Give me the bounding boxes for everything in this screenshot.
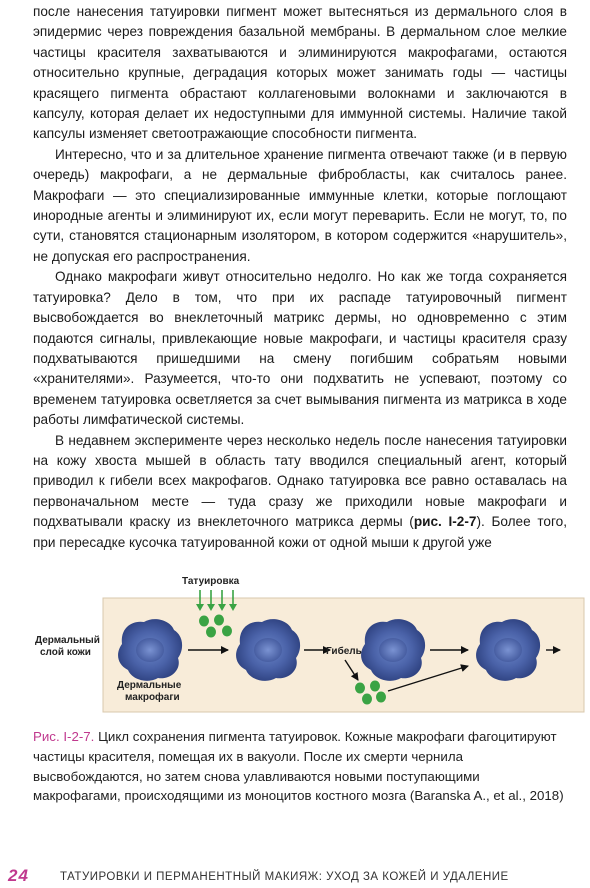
dermal-layer-label-line2: слой кожи: [40, 647, 91, 658]
page-footer: [0, 866, 590, 888]
figure-reference: рис. I-2-7: [413, 514, 477, 530]
figure-caption: [33, 727, 567, 806]
death-label: Гибель: [326, 646, 362, 657]
running-title: ТАТУИРОВКИ И ПЕРМАНЕНТНЫЙ МАКИЯЖ: УХОД ЗА КОЖЕЙ И УДАЛЕНИЕ: [60, 871, 509, 883]
dermal-layer-label-line1: Дермальный: [35, 635, 100, 646]
paragraph-2: Интересно, что и за длительное хранение пигмента отвечают также (и в первую очередь) макрофаги, а не дермальные фибробласты, как считалось ранее. Макрофаги — это специализированные иммунные клетки, которые поглощают инородные агенты и элиминируют их, если могут переварить. Если не могут, то, по сути, становятся стационарным изолятором, в котором содержится «нарушитель», не допуская его распространения.: [33, 146, 567, 264]
page-number: 24: [8, 866, 29, 885]
paragraph-4-text-start: В недавнем эксперименте через несколько недель после нанесения татуировки на кожу хвоста мышей в область тату вводился специальный агент, который приводил к гибели всех макрофагов. Однако татуировка все равно оставалась на первоначальном месте — туда сразу же приходили новые макрофаги и подхватывали краску из внеклеточного матрикса дермы (: [33, 432, 567, 530]
tattoo-label: Татуировка: [182, 576, 240, 587]
paragraph-3: Однако макрофаги живут относительно недолго. Но как же тогда сохраняется татуировка? Дело в том, что при их распаде татуировочный пигмент высвобождается во внеклеточный матрикс дермы, но одновременно с этим подаются сигналы, привлекающие новые макрофаги, и частицы красителя сразу подхватываются пришедшими на смену погибшим собратьям новыми «хранителями». Разумеется, что-то они подхватить не успевают, поэтому со временем татуировка осветляется за счет вымывания пигмента из матрикса в ходе работы лимфатической системы.: [33, 269, 567, 428]
paragraph-4: [33, 431, 567, 553]
macrophage-label-line1: Дермальные: [117, 680, 182, 691]
figure-caption-text: Цикл сохранения пигмента татуировок. Кожные макрофаги фагоцитируют частицы красителя, помещая их в вакуоли. После их смерти чернила высвобождаются, но затем снова улавливаются новыми поступающими макрофагами, происходящими из моноцитов костного мозга (Baranska A., et al., 2018): [33, 729, 564, 804]
figure-tattoo-macrophage-cycle: [0, 566, 590, 716]
body-text: [33, 2, 567, 553]
paragraph-4-text-end: ). Более того, при пересадке кусочка татуированной кожи от одной мыши к другой уже: [33, 514, 567, 550]
figure-caption-label: Рис. I-2-7.: [33, 729, 95, 744]
macrophage-label-line2: макрофаги: [125, 692, 180, 703]
paragraph-1: после нанесения татуировки пигмент может вытесняться из дермального слоя в эпидермис через повреждения базальной мембраны. В дермальном слое мелкие частицы красителя захватываются и элиминируются макрофагами, остаются относительно крупные, деградация которых может занимать годы — частицы красящего пигмента обрастают коллагеновыми волокнами и заключаются в капсулу, которая делает их недоступными для иммунной системы. Наличие такой капсулы изменяет светоотражающие способности пигмента.: [33, 4, 567, 142]
figure-diagram: [0, 566, 590, 716]
